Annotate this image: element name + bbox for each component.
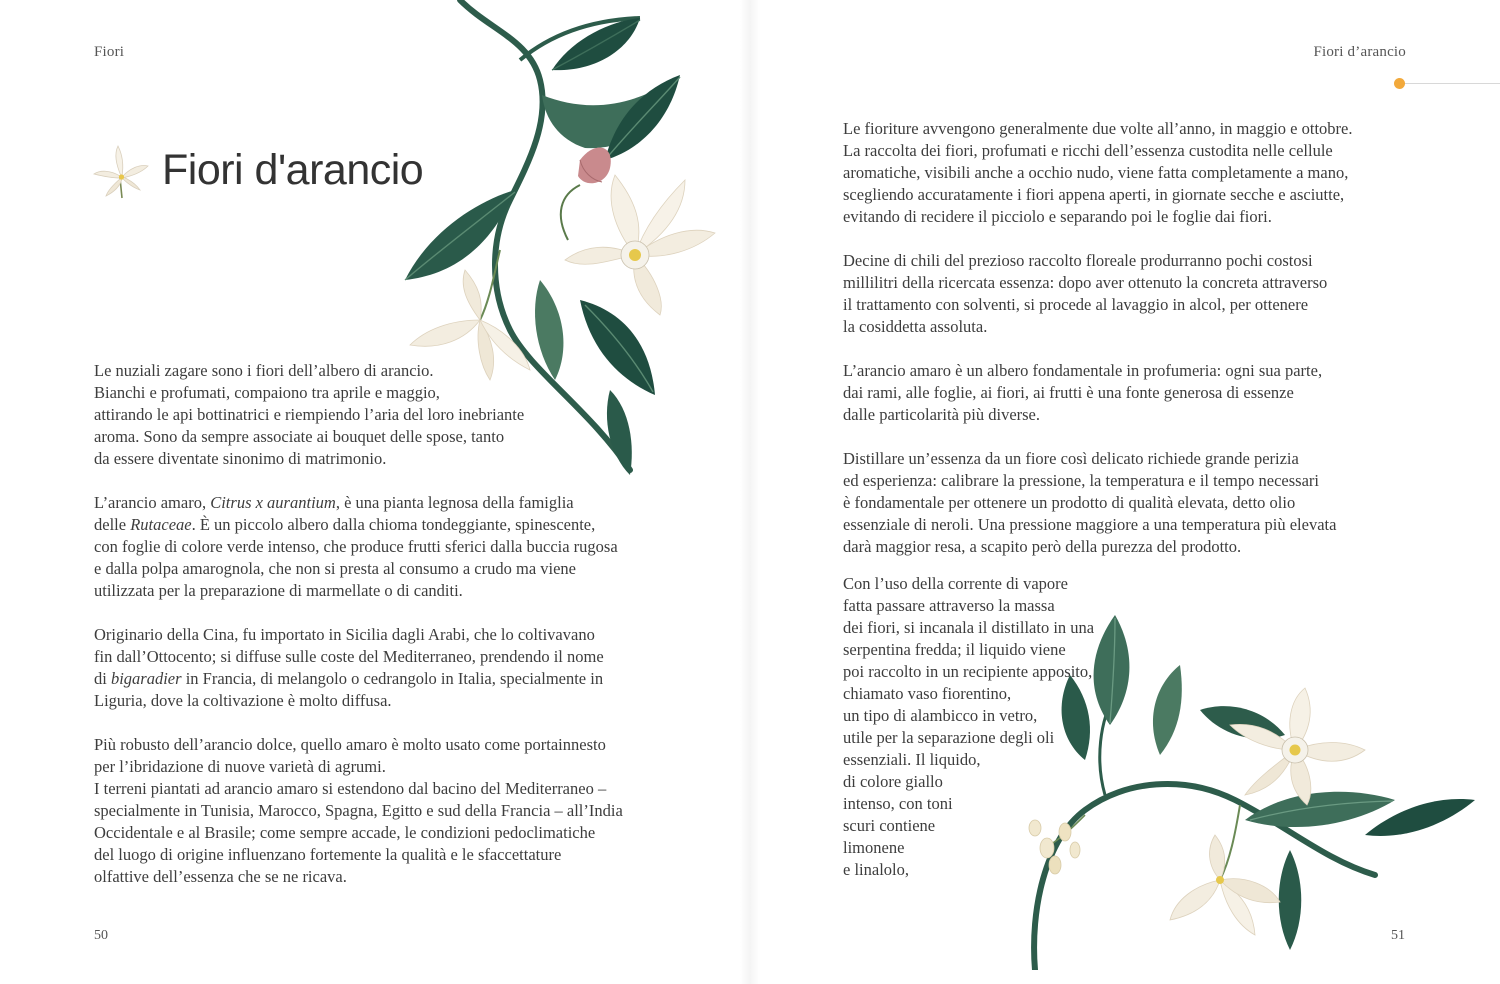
running-head-left: Fiori [94,44,125,60]
orange-branch-bottom-illustration [975,610,1500,970]
paragraph: Le nuziali zagare sono i fiori dell’albero di arancio. Bianchi e profumati, compaiono tra aprile e maggio, attirando le api bottinatrici e riempiendo l’aria del loro inebriante aroma. Sono da sempre associate ai bouquet delle spose, tanto da essere diventate sinonimo di matrimonio. [94,361,525,468]
paragraph: L’arancio amaro è un albero fondamentale in profumeria: ogni sua parte, dai rami, alle foglie, ai fiori, ai frutti è una fonte generosa di essenze dalle particolarità più diverse. [843,361,1323,424]
chapter-title: Fiori d'arancio [162,145,424,194]
paragraph: Decine di chili del prezioso raccolto floreale produrranno pochi costosi millilitri della ricercata essenza: dopo aver ottenuto la concreta attraverso il trattamento con solventi, si procede al lavaggio in alcol, per ottenere la cosiddetta assoluta. [843,251,1328,336]
paragraph: L’arancio amaro, Citrus x aurantium, è una pianta legnosa della famiglia delle Rutaceae. È un piccolo albero dalla chioma tondeggiante, spinescente, con foglie di colore verde intenso, che produce frutti sferici dalla buccia rugosa e dalla polpa amarognola, che non si presta al consumo a crudo ma viene utilizzata per la preparazione di marmellate o di canditi. [94,493,618,600]
orange-blossom-title-icon [92,140,150,200]
paragraph: Distillare un’essenza da un fiore così delicato richiede grande perizia ed esperienza: calibrare la pressione, la temperatura e il tempo necessari è fondamentale per ottenere un prodotto di qualità elevata, detto olio essenziale di neroli. Una pressione maggiore a una temperatura più elevata darà maggior resa, a scapito però della purezza del prodotto. [843,449,1337,556]
paragraph: Le fioriture avvengono generalmente due volte all’anno, in maggio e ottobre. La raccolta dei fiori, profumati e ricchi dell’essenza custodita nelle cellule aromatiche, visibili anche a occhio nudo, viene fatta completamente a mano, scegliendo accuratamente i fiori appena aperti, in giornate secche e asciutte, evitando di recidere il picciolo e separando poi le foglie dai fiori. [843,119,1353,226]
page-number-left: 50 [94,928,108,943]
paragraph: Con l’uso della corrente di vapore fatta passare attraverso la massa dei fiori, si incanala il distillato in una serpentina fredda; il liquido viene poi raccolto in un recipiente apposito, chiamato vaso fiorentino, un tipo di alambicco in vetro, utile per la separazione degli oli essenziali. Il liquido, di colore giallo intenso, con toni scuri contiene limonene e linalolo, [843,574,1095,879]
header-rule [1396,83,1500,84]
paragraph: Originario della Cina, fu importato in Sicilia dagli Arabi, che lo coltivavano fin dall’Ottocento; si diffuse sulle coste del Mediterraneo, prendendo il nome di bigaradier in Francia, di melangolo o cedrangolo in Italia, specialmente in Liguria, dove la coltivazione è molto diffusa. [94,625,604,710]
chapter-title-block [92,140,423,200]
accent-dot [1394,78,1405,89]
right-page [750,0,1500,984]
orange-branch-illustration [380,0,720,490]
running-head-right: Fiori d’arancio [1313,44,1406,60]
page-number-right: 51 [1391,928,1405,943]
right-body-text [843,118,1403,558]
paragraph: Più robusto dell’arancio dolce, quello amaro è molto usato come portainnesto per l’ibridazione di nuove varietà di agrumi. I terreni piantati ad arancio amaro si estendono dal bacino del Mediterraneo – specialmente in Tunisia, Marocco, Spagna, Egitto e sud della Francia – all’India Occidentale e al Brasile; come sempre accade, le condizioni pedoclimatiche del luogo di origine influenzano fortemente la qualità e le sfaccettature olfattive dell’essenza che se ne ricava. [94,735,623,886]
